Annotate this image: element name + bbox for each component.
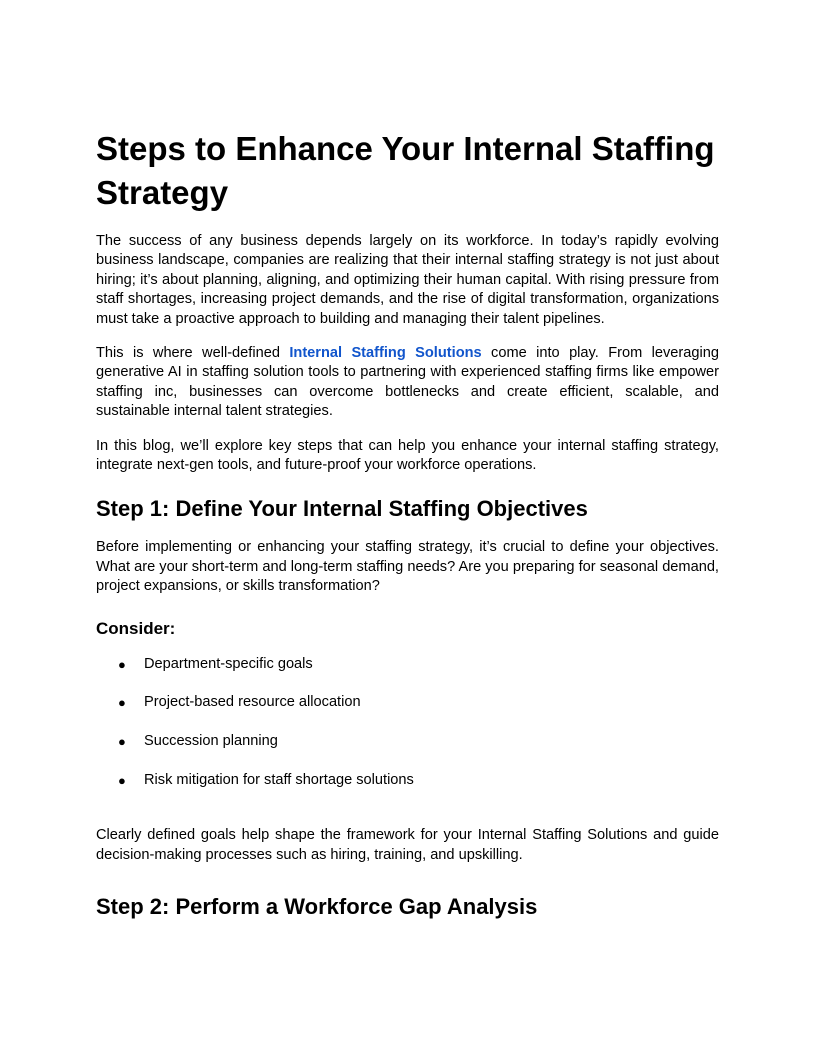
step1-closing-paragraph: Clearly defined goals help shape the framework for your Internal Staffing Solutions and guide decision-making processes such as hiring, training, and upskilling. — [96, 827, 719, 863]
document-page — [96, 127, 719, 936]
list-item — [96, 732, 719, 751]
list-item-text: Risk mitigation for staff shortage solutions — [144, 772, 414, 789]
solutions-paragraph-lead: This is where well-defined — [96, 345, 290, 362]
bullet-icon: ● — [118, 695, 126, 711]
consider-heading: Consider: — [96, 618, 176, 638]
solutions-paragraph — [96, 344, 719, 422]
list-item-text: Project-based resource allocation — [144, 694, 361, 711]
intro-paragraph: The success of any business depends largely on its workforce. In today’s rapidly evolving business landscape, companies are realizing that their internal staffing strategy is not just about hiring; it’s about planning, aligning, and optimizing their human capital. With rising pressure from staff shortages, increasing project demands, and the rise of digital transformation, organizations must take a proactive approach to building and managing their talent pipelines. — [96, 233, 719, 327]
bullet-icon: ● — [118, 656, 126, 672]
step1-paragraph: Before implementing or enhancing your staffing strategy, it’s crucial to define your objectives. What are your short-term and long-term staffing needs? Are you preparing for seasonal demand, project expansions, or skills transformation? — [96, 539, 719, 595]
solutions-paragraph-tail: come into play. From leveraging generative AI in staffing solution tools to partnering with experienced staffing firms like empower staffing inc, businesses can overcome bottlenecks and create efficient, scalable, and sustainable internal talent strategies. — [96, 345, 719, 420]
internal-staffing-solutions-link[interactable]: Internal Staffing Solutions — [289, 345, 482, 362]
bullet-icon: ● — [118, 734, 126, 750]
list-item — [96, 693, 719, 712]
step1-heading: Step 1: Define Your Internal Staffing Objectives — [96, 496, 588, 522]
list-item-text: Department-specific goals — [144, 655, 313, 672]
list-item-text: Succession planning — [144, 733, 278, 750]
page-title: Steps to Enhance Your Internal Staffing Strategy — [96, 130, 715, 211]
step2-heading: Step 2: Perform a Workforce Gap Analysis — [96, 894, 538, 920]
list-item — [96, 655, 719, 674]
blog-overview-paragraph: In this blog, we’ll explore key steps that can help you enhance your internal staffing strategy, integrate next-gen tools, and future-proof your workforce operations. — [96, 437, 719, 474]
consider-list — [96, 655, 719, 791]
list-item — [96, 771, 719, 790]
bullet-icon: ● — [118, 773, 126, 789]
